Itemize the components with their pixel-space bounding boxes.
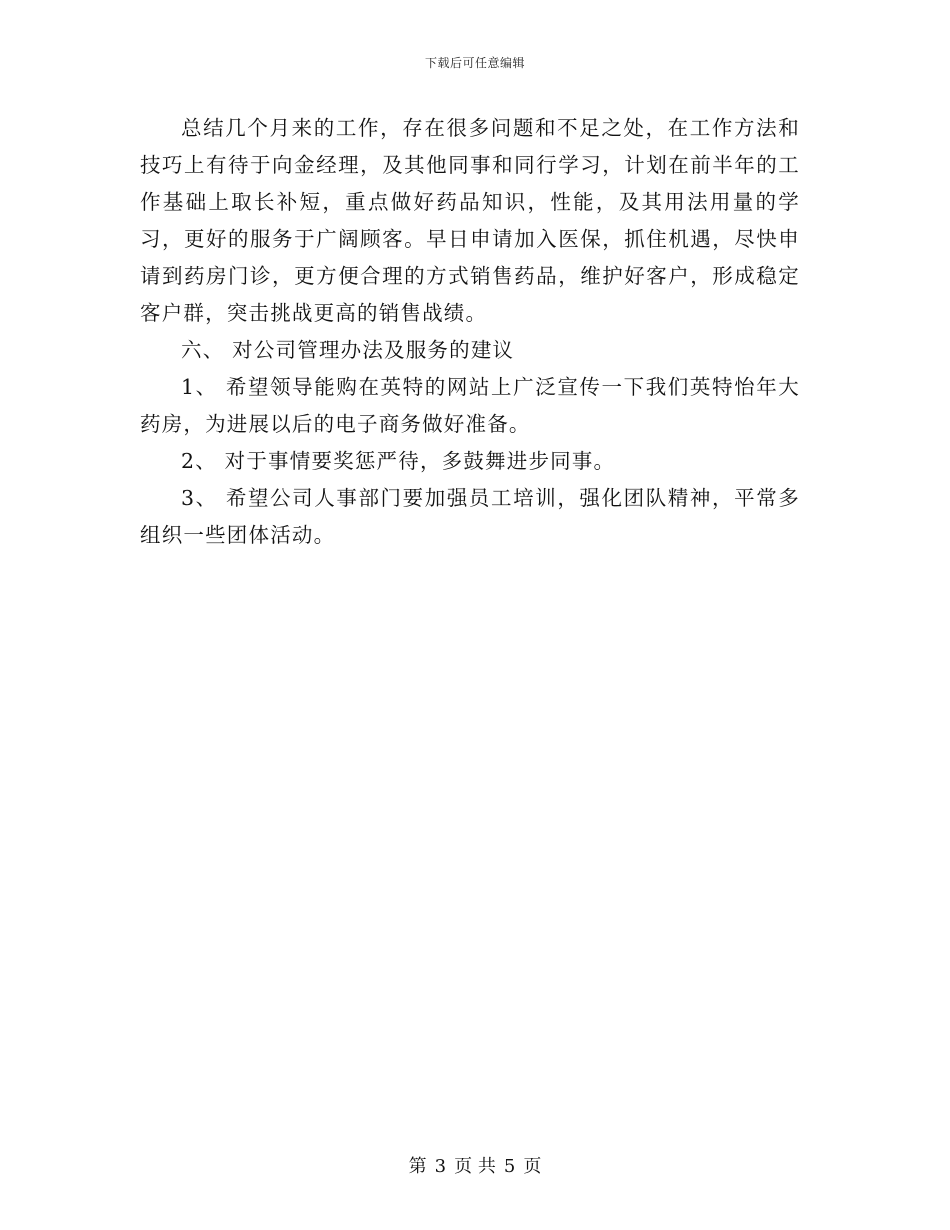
page-footer [0, 1152, 950, 1178]
page-header: 下载后可任意编辑 [424, 56, 525, 70]
document-body [140, 110, 800, 554]
paragraph-summary: 总结几个月来的工作，存在很多问题和不足之处，在工作方法和技巧上有待于向金经理，及其他同事和同行学习，计划在前半年的工作基础上取长补短，重点做好药品知识，性能，及其用法用量的学习，更好的服务于广阔顾客。早日申请加入医保，抓住机遇，尽快申请到药房门诊，更方便合理的方式销售药品，维护好客户，形成稳定客户群，突击挑战更高的销售战绩。 [140, 116, 800, 325]
footer-prefix: 第 [408, 1156, 427, 1177]
section-heading-suggestions: 六、 对公司管理办法及服务的建议 [181, 338, 515, 362]
suggestion-item-1: 1、 希望领导能购在英特的网站上广泛宣传一下我们英特怡年大药房，为进展以后的电子商务做好准备。 [140, 375, 800, 436]
current-page-number: 3 [434, 1156, 447, 1177]
suggestion-item-3: 3、 希望公司人事部门要加强员工培训，强化团队精神，平常多组织一些团体活动。 [140, 486, 800, 547]
footer-suffix: 页 [523, 1156, 542, 1177]
total-page-number: 5 [503, 1156, 516, 1177]
footer-middle: 页 共 [454, 1156, 496, 1177]
suggestion-item-2: 2、 对于事情要奖惩严待，多鼓舞进步同事。 [181, 449, 616, 473]
